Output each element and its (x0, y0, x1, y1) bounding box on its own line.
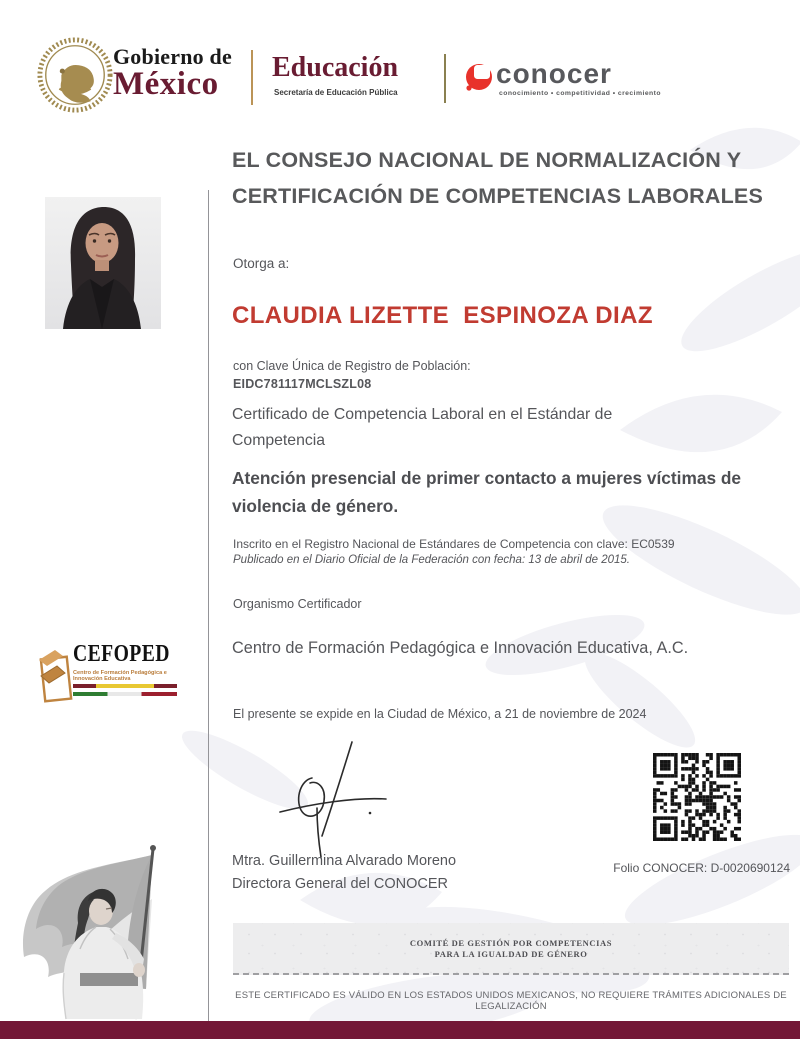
gobierno-text-line2: México (113, 66, 219, 102)
stamp-line1: COMITÉ DE GESTIÓN POR COMPETENCIAS (409, 938, 613, 948)
cefoped-logo (35, 641, 177, 710)
bottom-maroon-bar (0, 1021, 800, 1039)
certifying-body-name: Centro de Formación Pedagógica e Innovación Educativa, A.C. (232, 639, 689, 657)
cefoped-stripe-2 (73, 692, 177, 696)
registry-line: Inscrito en el Registro Nacional de Estándares de Competencia con clave: EC0539 (233, 537, 675, 551)
curp-label: con Clave Única de Registro de Población: (233, 359, 471, 373)
conocer-wordmark: conocer (496, 58, 612, 89)
gobierno-text-line1: Gobierno de (113, 44, 232, 69)
header-divider-gold (251, 50, 253, 105)
curp-value: EIDC781117MCLSZL08 (233, 377, 372, 391)
cefoped-books-icon (35, 646, 73, 706)
committee-stamp (233, 923, 789, 975)
recipient-name: CLAUDIA LIZETTE ESPINOZA DIAZ (232, 302, 653, 329)
council-title-line2: CERTIFICACIÓN DE COMPETENCIAS LABORALES (232, 184, 763, 208)
conocer-tagline: conocimiento • competitividad • crecimiento (499, 90, 661, 97)
folio-number: Folio CONOCER: D-0020690124 (613, 861, 790, 875)
certifying-body-label: Organismo Certificador (233, 597, 362, 611)
header-divider-olive (444, 54, 446, 103)
council-title-line1: EL CONSEJO NACIONAL DE NORMALIZACIÓN Y (232, 148, 742, 172)
certificate-intro: Certificado de Competencia Laboral en el Estándar de Competencia (232, 406, 613, 449)
otorga-label: Otorga a: (233, 256, 290, 271)
competency-standard-title: Atención presencial de primer contacto a mujeres víctimas de violencia de género. (232, 468, 742, 516)
woman-with-flag-illustration (0, 839, 212, 1021)
educacion-subtitle: Secretaría de Educación Pública (274, 88, 398, 97)
conocer-red-circle-icon (462, 60, 496, 94)
issue-date-line: El presente se expide en la Ciudad de México, a 21 de noviembre de 2024 (233, 707, 647, 721)
cefoped-wordmark: CEFOPED (73, 641, 170, 667)
legal-validity-note: ESTE CERTIFICADO ES VÁLIDO EN LOS ESTADOS UNIDOS MEXICANOS, NO REQUIERE TRÁMITES ADICIONALES DE LEGALIZACIÓN (235, 990, 787, 1012)
stamp-line2: PARA LA IGUALDAD DE GÉNERO (434, 949, 588, 959)
signer-name: Mtra. Guillermina Alvarado Moreno (232, 853, 457, 869)
cefoped-stripe-1 (73, 684, 177, 688)
mexico-eagle-seal-icon (36, 36, 114, 114)
published-line: Publicado en el Diario Oficial de la Federación con fecha: 13 de abril de 2015. (233, 554, 630, 566)
recipient-photo (45, 197, 161, 329)
educacion-title: Educación (272, 52, 399, 83)
cefoped-subtitle: Centro de Formación Pedagógica e Innovación Educativa (73, 670, 167, 682)
signature-image (272, 740, 394, 858)
signer-title: Directora General del CONOCER (232, 876, 448, 892)
qr-code (653, 753, 741, 841)
